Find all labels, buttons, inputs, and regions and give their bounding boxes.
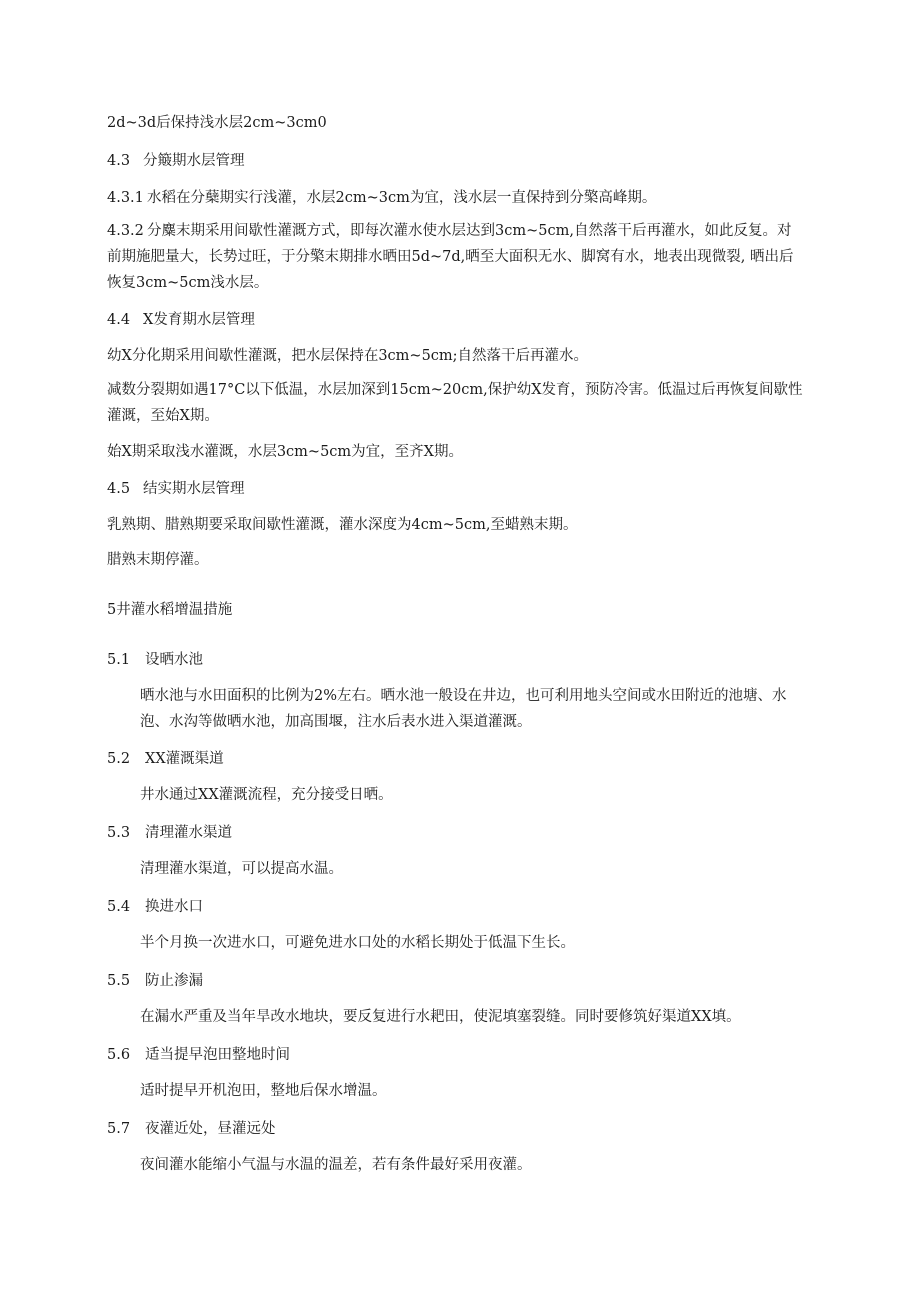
paragraph: 半个月换一次进水口，可避免进水口处的水稻长期处于低温下生长。 bbox=[140, 935, 575, 951]
paragraph: 腊熟末期停灌。 bbox=[107, 552, 209, 568]
clause-number: 4.3.1 bbox=[107, 190, 144, 206]
paragraph-line: 减数分裂期如遇17°C以下低温，水层加深到15cm~20cm,保护幼X发育，预防冷害。低温过后再恢复间歇性 bbox=[107, 382, 803, 398]
section-title: 适当提早泡田整地时间 bbox=[145, 1047, 290, 1063]
heading-5-4 bbox=[107, 894, 827, 920]
clause-4-3-2 bbox=[107, 218, 827, 244]
paragraph: 始X期采取浅水灌溉，水层3cm~5cm为宜，至齐X期。 bbox=[107, 444, 463, 460]
heading-5-6 bbox=[107, 1042, 827, 1068]
section-title: X发育期水层管理 bbox=[143, 312, 255, 328]
section-title: 设晒水池 bbox=[145, 652, 203, 668]
section-number: 4.5 bbox=[107, 481, 131, 497]
paragraph: 在漏水严重及当年旱改水地块，要反复进行水耙田，使泥填塞裂缝。同时要修筑好渠道XX填。 bbox=[140, 1009, 741, 1025]
section-number: 5.5 bbox=[107, 973, 131, 989]
section-title: 换进水口 bbox=[145, 899, 203, 915]
paragraph: 夜间灌水能缩小气温与水温的温差，若有条件最好采用夜灌。 bbox=[140, 1157, 532, 1173]
section-title: 防止渗漏 bbox=[145, 973, 203, 989]
paragraph: 幼X分化期采用间歇性灌溉，把水层保持在3cm~5cm;自然落干后再灌水。 bbox=[107, 348, 589, 364]
section-number: 5.7 bbox=[107, 1121, 131, 1137]
clause-4-3-2-line2: 前期施肥量大，长势过旺，于分檠末期排水晒田5d~7d,晒至大面积无水、脚窝有水，地表出现微裂, 晒出后 bbox=[107, 249, 794, 265]
section-number: 4.3 bbox=[107, 153, 131, 169]
heading-4-3 bbox=[107, 148, 827, 174]
section-title: 分簸期水层管理 bbox=[143, 153, 245, 169]
clause-text-line: 分麋末期采用间歇性灌溉方式，即每次灌水使水层达到3cm~5cm,自然落干后再灌水，如此反复。对 bbox=[147, 223, 792, 239]
section-number: 5.3 bbox=[107, 825, 131, 841]
clause-number: 4.3.2 bbox=[107, 223, 144, 239]
heading-4-5 bbox=[107, 476, 827, 502]
heading-4-4 bbox=[107, 307, 827, 333]
heading-5-2 bbox=[107, 746, 827, 772]
heading-5-5 bbox=[107, 968, 827, 994]
paragraph-line: 晒水池与水田面积的比例为2%左右。晒水池一般设在井边，也可利用地头空间或水田附近的池塘、水 bbox=[140, 688, 787, 704]
heading-5-3 bbox=[107, 820, 827, 846]
section-title: 清理灌水渠道 bbox=[145, 825, 232, 841]
section-number: 5.6 bbox=[107, 1047, 131, 1063]
chapter-title: 5井灌水稻增温措施 bbox=[107, 602, 233, 618]
section-title: XX灌溉渠道 bbox=[145, 751, 224, 767]
section-number: 4.4 bbox=[107, 312, 131, 328]
paragraph-line: 泡、水沟等做晒水池，加高围堰，注水后表水进入渠道灌溉。 bbox=[140, 714, 532, 730]
section-title: 结实期水层管理 bbox=[143, 481, 245, 497]
section-number: 5.1 bbox=[107, 652, 131, 668]
section-number: 5.2 bbox=[107, 751, 131, 767]
section-title: 夜灌近处，昼灌远处 bbox=[145, 1121, 276, 1137]
section-number: 5.4 bbox=[107, 899, 131, 915]
paragraph: 井水通过XX灌溉流程，充分接受日晒。 bbox=[140, 787, 393, 803]
intro-text: 2d~3d后保持浅水层2cm~3cm0 bbox=[107, 115, 327, 131]
clause-text: 水稻在分蘖期实行浅灌，水层2cm~3cm为宜，浅水层一直保持到分檠高峰期。 bbox=[147, 190, 657, 206]
paragraph: 适时提早开机泡田，整地后保水增温。 bbox=[140, 1083, 387, 1099]
paragraph: 乳熟期、腊熟期要采取间歇性灌溉，灌水深度为4cm~5cm,至蜡熟末期。 bbox=[107, 517, 578, 533]
clause-4-3-2-line3: 恢复3cm~5cm浅水层。 bbox=[107, 275, 269, 291]
clause-4-3-1 bbox=[107, 185, 827, 211]
paragraph-line: 灌溉，至始X期。 bbox=[107, 408, 219, 424]
heading-5-1 bbox=[107, 647, 827, 673]
heading-5-7 bbox=[107, 1116, 827, 1142]
paragraph: 清理灌水渠道，可以提高水温。 bbox=[140, 861, 343, 877]
